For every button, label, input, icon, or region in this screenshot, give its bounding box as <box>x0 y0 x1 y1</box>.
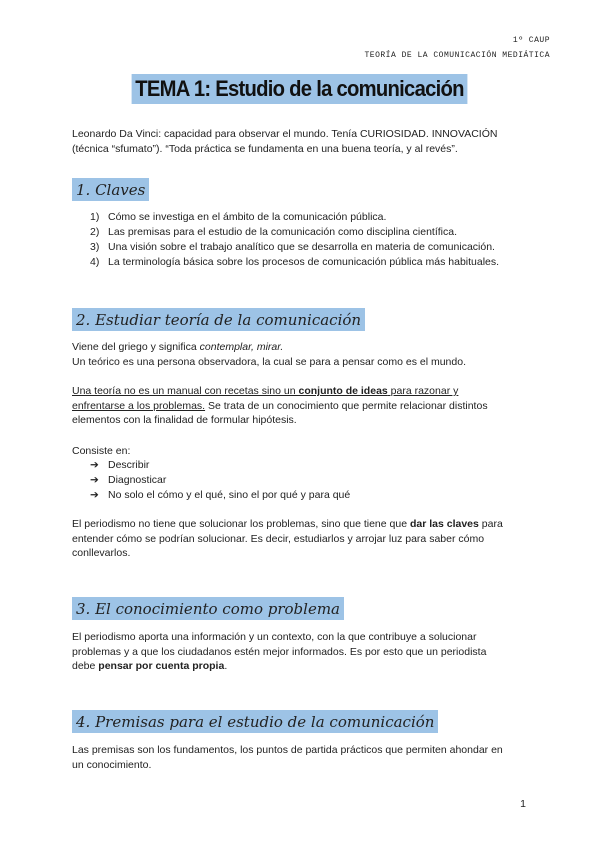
header-subject: TEORÍA DE LA COMUNICACIÓN MEDIÁTICA <box>364 51 550 60</box>
s4-line-2: un conocimiento. <box>72 758 152 771</box>
list-item <box>90 473 350 488</box>
intro-line-2: (técnica “sfumato”). “Toda práctica se fundamenta en una buena teoría, y al revés”. <box>72 142 458 155</box>
p3-text: El periodismo no tiene que solucionar los problemas, sino que tiene que <box>72 518 410 530</box>
list-number: 1) <box>90 211 100 223</box>
intro-line-1: Leonardo Da Vinci: capacidad para observar el mundo. Tenía CURIOSIDAD. INNOVACIÓN <box>72 128 498 140</box>
list-text: No solo el cómo y el qué, sino el por qué y para qué <box>108 489 351 501</box>
p3-line-3: conllevarlos. <box>72 547 131 559</box>
list-text: La terminología básica sobre los procesos de comunicación pública más habituales. <box>108 256 500 268</box>
list-text: Las premisas para el estudio de la comunicación como disciplina científica. <box>108 226 458 238</box>
p2-underlined-2: para razonar y <box>387 385 459 397</box>
p2-underlined-3: enfrentarse a los problemas. <box>72 399 206 412</box>
arrow-icon: ➔ <box>90 474 99 486</box>
list-text: Diagnosticar <box>108 474 167 486</box>
s3-text: debe <box>72 660 99 672</box>
list-text: Cómo se investiga en el ámbito de la comunicación pública. <box>108 211 387 223</box>
p2-underlined: Una teoría no es un manual con recetas sino un <box>72 385 299 397</box>
header-course: 1º CAUP <box>512 36 550 45</box>
list-item <box>90 240 540 255</box>
claves-list <box>90 210 540 270</box>
page-title: TEMA 1: Estudio de la comunicación <box>132 74 468 104</box>
p1-line-2: Un teórico es una persona observadora, la cual se para a pensar como es el mundo. <box>72 355 466 368</box>
list-number: 4) <box>90 256 100 268</box>
consiste-list <box>90 458 350 503</box>
section-2-heading: 2. Estudiar teoría de la comunicación <box>72 308 365 331</box>
p3-text-2: para <box>478 518 503 530</box>
intro-paragraph <box>72 127 532 156</box>
arrow-icon: ➔ <box>90 459 99 471</box>
list-item <box>90 225 540 240</box>
list-item <box>90 458 350 473</box>
section-2-paragraph-3 <box>72 517 532 561</box>
section-1-heading: 1. Claves <box>72 178 149 201</box>
arrow-icon: ➔ <box>90 489 99 501</box>
list-text: Describir <box>108 459 150 471</box>
s3-line-2: problemas y a que los ciudadanos estén mejor informados. Es por esto que un periodista <box>72 645 487 658</box>
s4-line-1: Las premisas son los fundamentos, los puntos de partida prácticos que permiten ahondar en <box>72 744 503 756</box>
s3-text-2: . <box>224 660 228 672</box>
s3-bold: pensar por cuenta propia <box>98 660 225 672</box>
section-2-paragraph-1 <box>72 340 532 369</box>
list-item <box>90 255 540 270</box>
list-item <box>90 488 350 503</box>
list-number: 2) <box>90 226 100 238</box>
s3-line-1: El periodismo aporta una información y un contexto, con la que contribuye a solucionar <box>72 631 477 643</box>
p2-line-3: elementos con la finalidad de formular hipótesis. <box>72 414 297 426</box>
section-4-paragraph <box>72 743 532 772</box>
consiste-label: Consiste en: <box>72 445 131 457</box>
list-number: 3) <box>90 241 100 253</box>
list-item <box>90 210 540 225</box>
section-3-heading: 3. El conocimiento como problema <box>72 597 344 620</box>
section-4-heading: 4. Premisas para el estudio de la comunicación <box>72 710 438 733</box>
p1-text: Viene del griego y significa <box>72 341 200 353</box>
title-container <box>0 74 600 104</box>
p1-italic: contemplar, mirar. <box>199 341 284 353</box>
section-3-paragraph <box>72 630 532 674</box>
section-2-paragraph-2 <box>72 384 532 428</box>
list-text: Una visión sobre el trabajo analítico que se desarrolla en materia de comunicación. <box>108 241 495 253</box>
page-number: 1 <box>520 798 526 810</box>
p3-bold: dar las claves <box>409 518 479 530</box>
p3-line-2: entender cómo se podrían solucionar. Es decir, estudiarlos y arrojar luz para saber cómo <box>72 532 485 545</box>
p2-bold: conjunto de ideas <box>298 385 388 397</box>
p2-rest: Se trata de un conocimiento que permite relacionar distintos <box>205 399 488 412</box>
